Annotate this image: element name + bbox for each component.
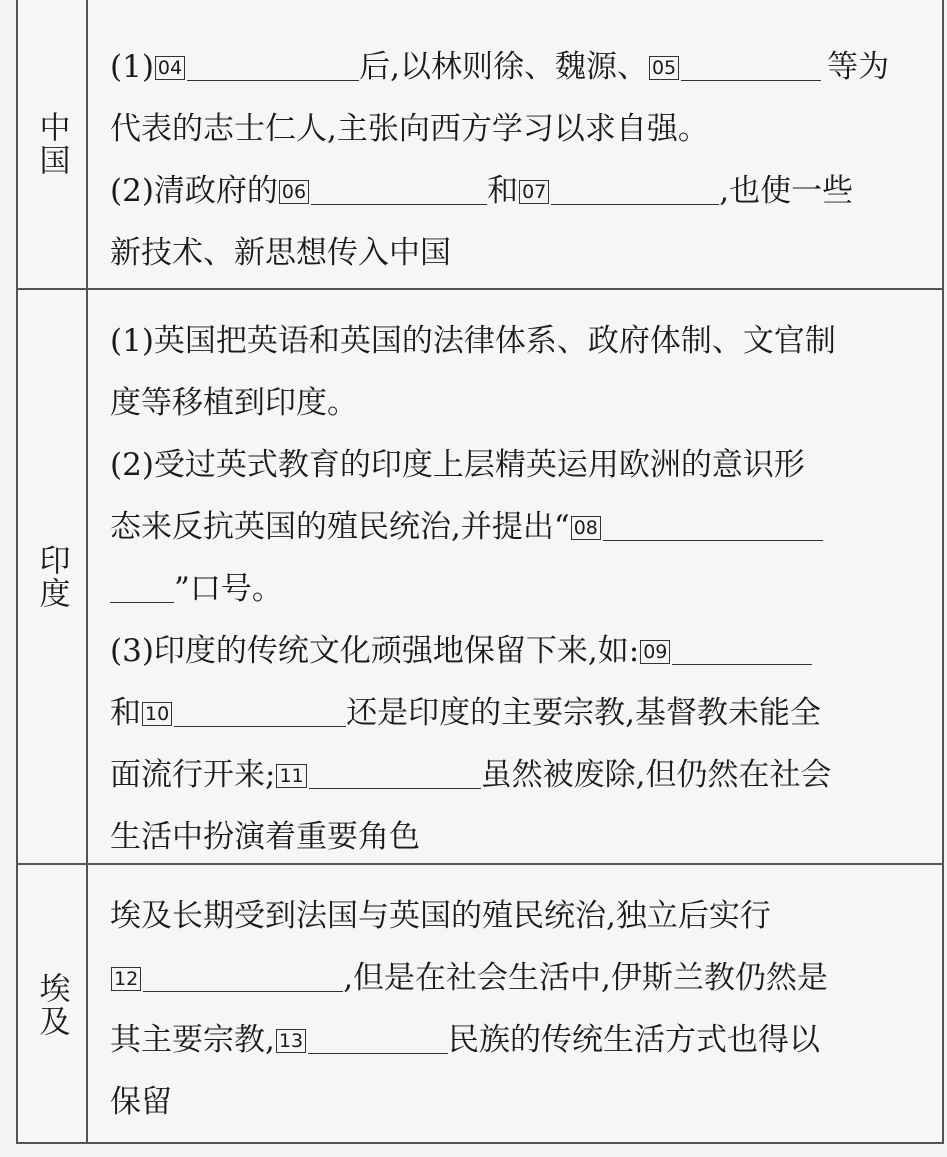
answer-blank[interactable]: [681, 50, 821, 81]
answer-blank[interactable]: [187, 50, 359, 81]
answer-blank[interactable]: [551, 174, 719, 205]
table: [16, 0, 944, 1144]
text: 代表的志士仁人,主张向西方学习以求自强。: [110, 111, 709, 147]
answer-blank[interactable]: [143, 961, 343, 992]
text-line: [110, 434, 924, 496]
blank-number: 05: [649, 56, 679, 80]
row-china: [18, 0, 942, 290]
blank-number: 04: [155, 56, 185, 80]
text: (3)印度的传统文化顽强地保留下来,如:: [110, 633, 640, 669]
answer-blank[interactable]: [672, 634, 812, 665]
answer-blank[interactable]: [311, 174, 487, 205]
blank-number: 13: [276, 1029, 306, 1053]
row-egypt: [18, 865, 942, 1144]
blank-number: 07: [519, 180, 549, 204]
answer-blank[interactable]: [174, 696, 346, 727]
text: 其主要宗教,: [110, 1022, 275, 1058]
text: 生活中扮演着重要角色: [110, 819, 420, 855]
text: 后,以林则徐、魏源、: [359, 49, 648, 85]
text: 和: [110, 695, 141, 731]
blank-number: 11: [276, 764, 306, 788]
heading-text: 埃及: [33, 971, 70, 1038]
text: 度等移植到印度。: [110, 385, 358, 421]
row-heading: [18, 290, 88, 863]
text: 等为: [827, 49, 890, 85]
text: 保留: [110, 1084, 172, 1120]
text-line: [110, 885, 924, 947]
text-line: [110, 160, 924, 222]
text-line: [110, 1009, 924, 1071]
text-line: [110, 558, 924, 620]
text-line: [110, 682, 924, 744]
text-line: [110, 620, 924, 682]
text: 民族的传统生活方式也得以: [448, 1022, 821, 1058]
text: (2)清政府的: [110, 173, 278, 209]
heading-text: 中国: [33, 111, 70, 177]
text-line: [110, 744, 924, 806]
answer-blank[interactable]: [309, 758, 481, 789]
row-body: [110, 310, 924, 863]
text-line: [110, 947, 924, 1009]
text: 态来反抗英国的殖民统治,并提出“: [110, 509, 570, 545]
text-line: [110, 806, 924, 868]
text: 面流行开来;: [110, 757, 276, 793]
text: 新技术、新思想传入中国: [110, 235, 451, 271]
heading-text: 印度: [33, 543, 70, 610]
row-body: [110, 36, 924, 288]
blank-number: 10: [142, 702, 172, 726]
text: ”口号。: [174, 571, 283, 607]
text-line: [110, 36, 924, 98]
blank-number: 08: [571, 516, 601, 540]
answer-blank[interactable]: [603, 510, 823, 541]
text-line: [110, 372, 924, 434]
text: 还是印度的主要宗教,基督教未能全: [346, 695, 822, 731]
answer-blank[interactable]: [308, 1023, 448, 1054]
row-heading: [18, 865, 88, 1144]
answer-blank[interactable]: [110, 572, 174, 603]
text: 虽然被废除,但仍然在社会: [480, 757, 832, 793]
text: 埃及长期受到法国与英国的殖民统治,独立后实行: [110, 898, 771, 934]
row-heading: [18, 0, 88, 288]
row-india: [18, 290, 942, 865]
text: (1): [110, 49, 154, 85]
text: (2)受过英式教育的印度上层精英运用欧洲的意识形: [110, 447, 805, 483]
blank-number: 09: [640, 640, 670, 664]
text-line: [110, 496, 924, 558]
blank-number: 12: [111, 967, 141, 991]
text: 和: [487, 173, 519, 209]
text: (1)英国把英语和英国的法律体系、政府体制、文官制: [110, 323, 836, 359]
blank-number: 06: [279, 180, 309, 204]
text-line: [110, 1071, 924, 1133]
text-line: [110, 98, 924, 160]
text: ,也使一些: [719, 173, 854, 209]
row-body: [110, 885, 924, 1144]
text-line: [110, 222, 924, 284]
text-line: [110, 310, 924, 372]
text: ,但是在社会生活中,伊斯兰教仍然是: [343, 960, 828, 996]
